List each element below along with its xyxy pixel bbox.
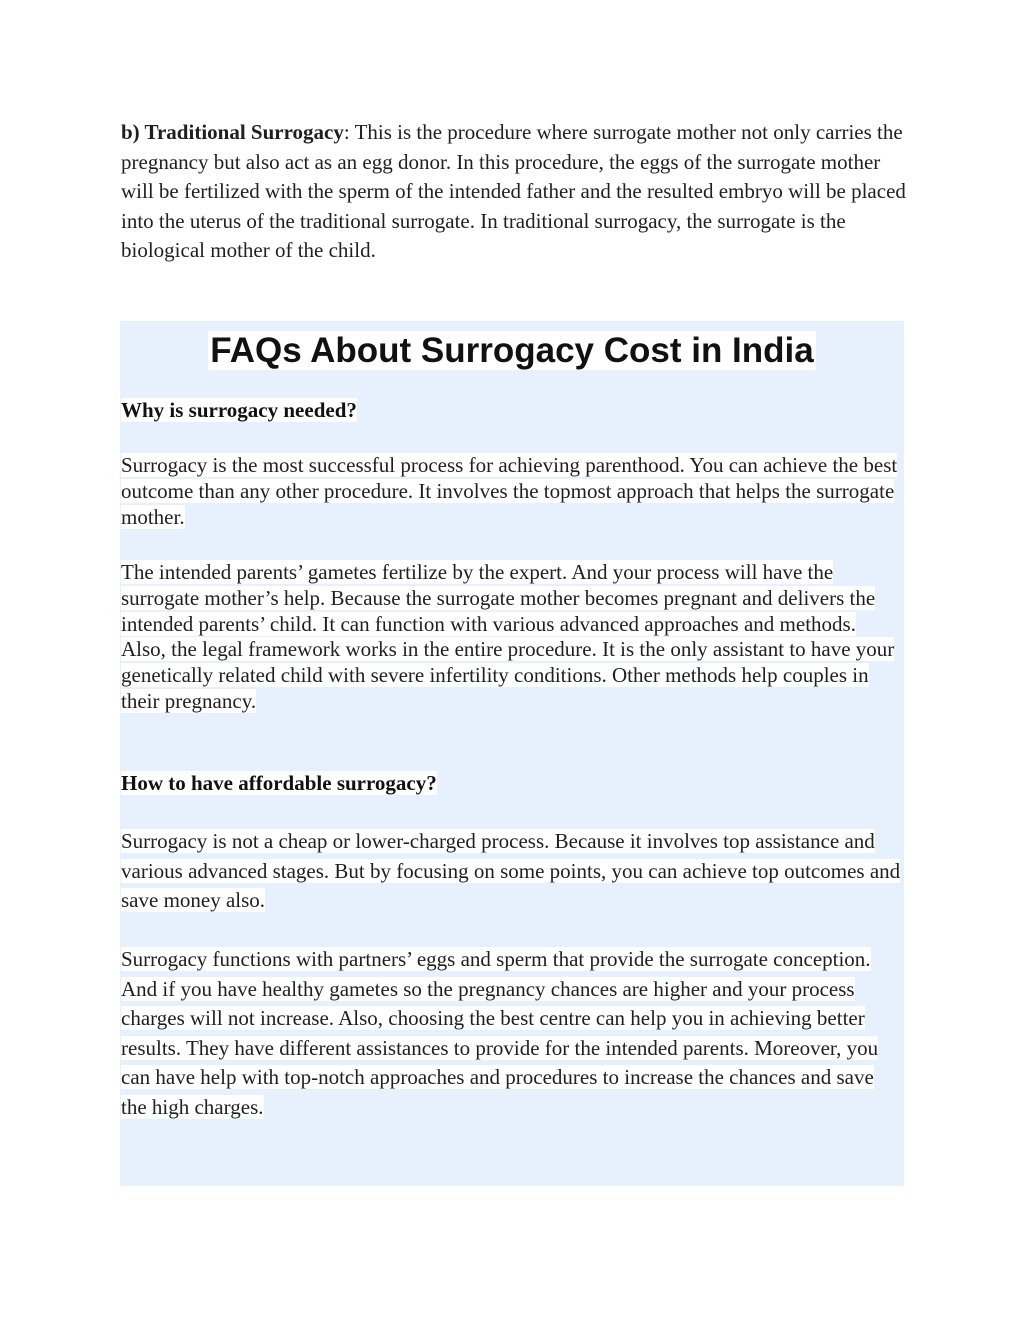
faq-title bbox=[0, 330, 1024, 372]
intro-lead: b) Traditional Surrogacy bbox=[121, 120, 344, 144]
faq-question-1: Why is surrogacy needed? bbox=[121, 398, 357, 422]
faq-answer-2-paragraph-2: Surrogacy functions with partners’ eggs and sperm that provide the surrogate conception. And if you have healthy gametes so the pregnancy chances are higher and your process charges will not increase. Also, choosing the best centre can help you in achieving better results. They have different assistances to provide for the intended parents. Moreover, you can have help with top-notch approaches and procedures to increase the chances and save the high charges. bbox=[121, 947, 879, 1119]
intro-text: : This is the procedure where surrogate mother not only carries the pregnancy but also act as an egg donor. In this procedure, the eggs of the surrogate mother will be fertilized with the sperm of the intended father and the resulted embryo will be placed into the uterus of the traditional surrogate. In traditional surrogacy, the surrogate is the biological mother of the child. bbox=[121, 120, 906, 262]
faq-answer-1-paragraph-2: The intended parents’ gametes fertilize by the expert. And your process will have the surrogate mother’s help. Because the surrogate mother becomes pregnant and delivers the intended parents’ child. It can function with various advanced approaches and methods. Also, the legal framework works in the entire procedure. It is the only assistant to have your genetically related child with severe infertility conditions. Other methods help couples in their pregnancy. bbox=[121, 560, 895, 713]
faq-answer-1-paragraph-1: Surrogacy is the most successful process for achieving parenthood. You can achieve the best outcome than any other procedure. It involves the topmost approach that helps the surrogate mother. bbox=[121, 453, 898, 529]
intro-paragraph bbox=[121, 118, 911, 266]
faq-title-text: FAQs About Surrogacy Cost in India bbox=[210, 331, 814, 370]
faq-answer-2-paragraph-1: Surrogacy is not a cheap or lower-charged process. Because it involves top assistance and various advanced stages. But by focusing on some points, you can achieve top outcomes and save money also. bbox=[121, 829, 901, 912]
faq-question-2: How to have affordable surrogacy? bbox=[121, 771, 437, 795]
